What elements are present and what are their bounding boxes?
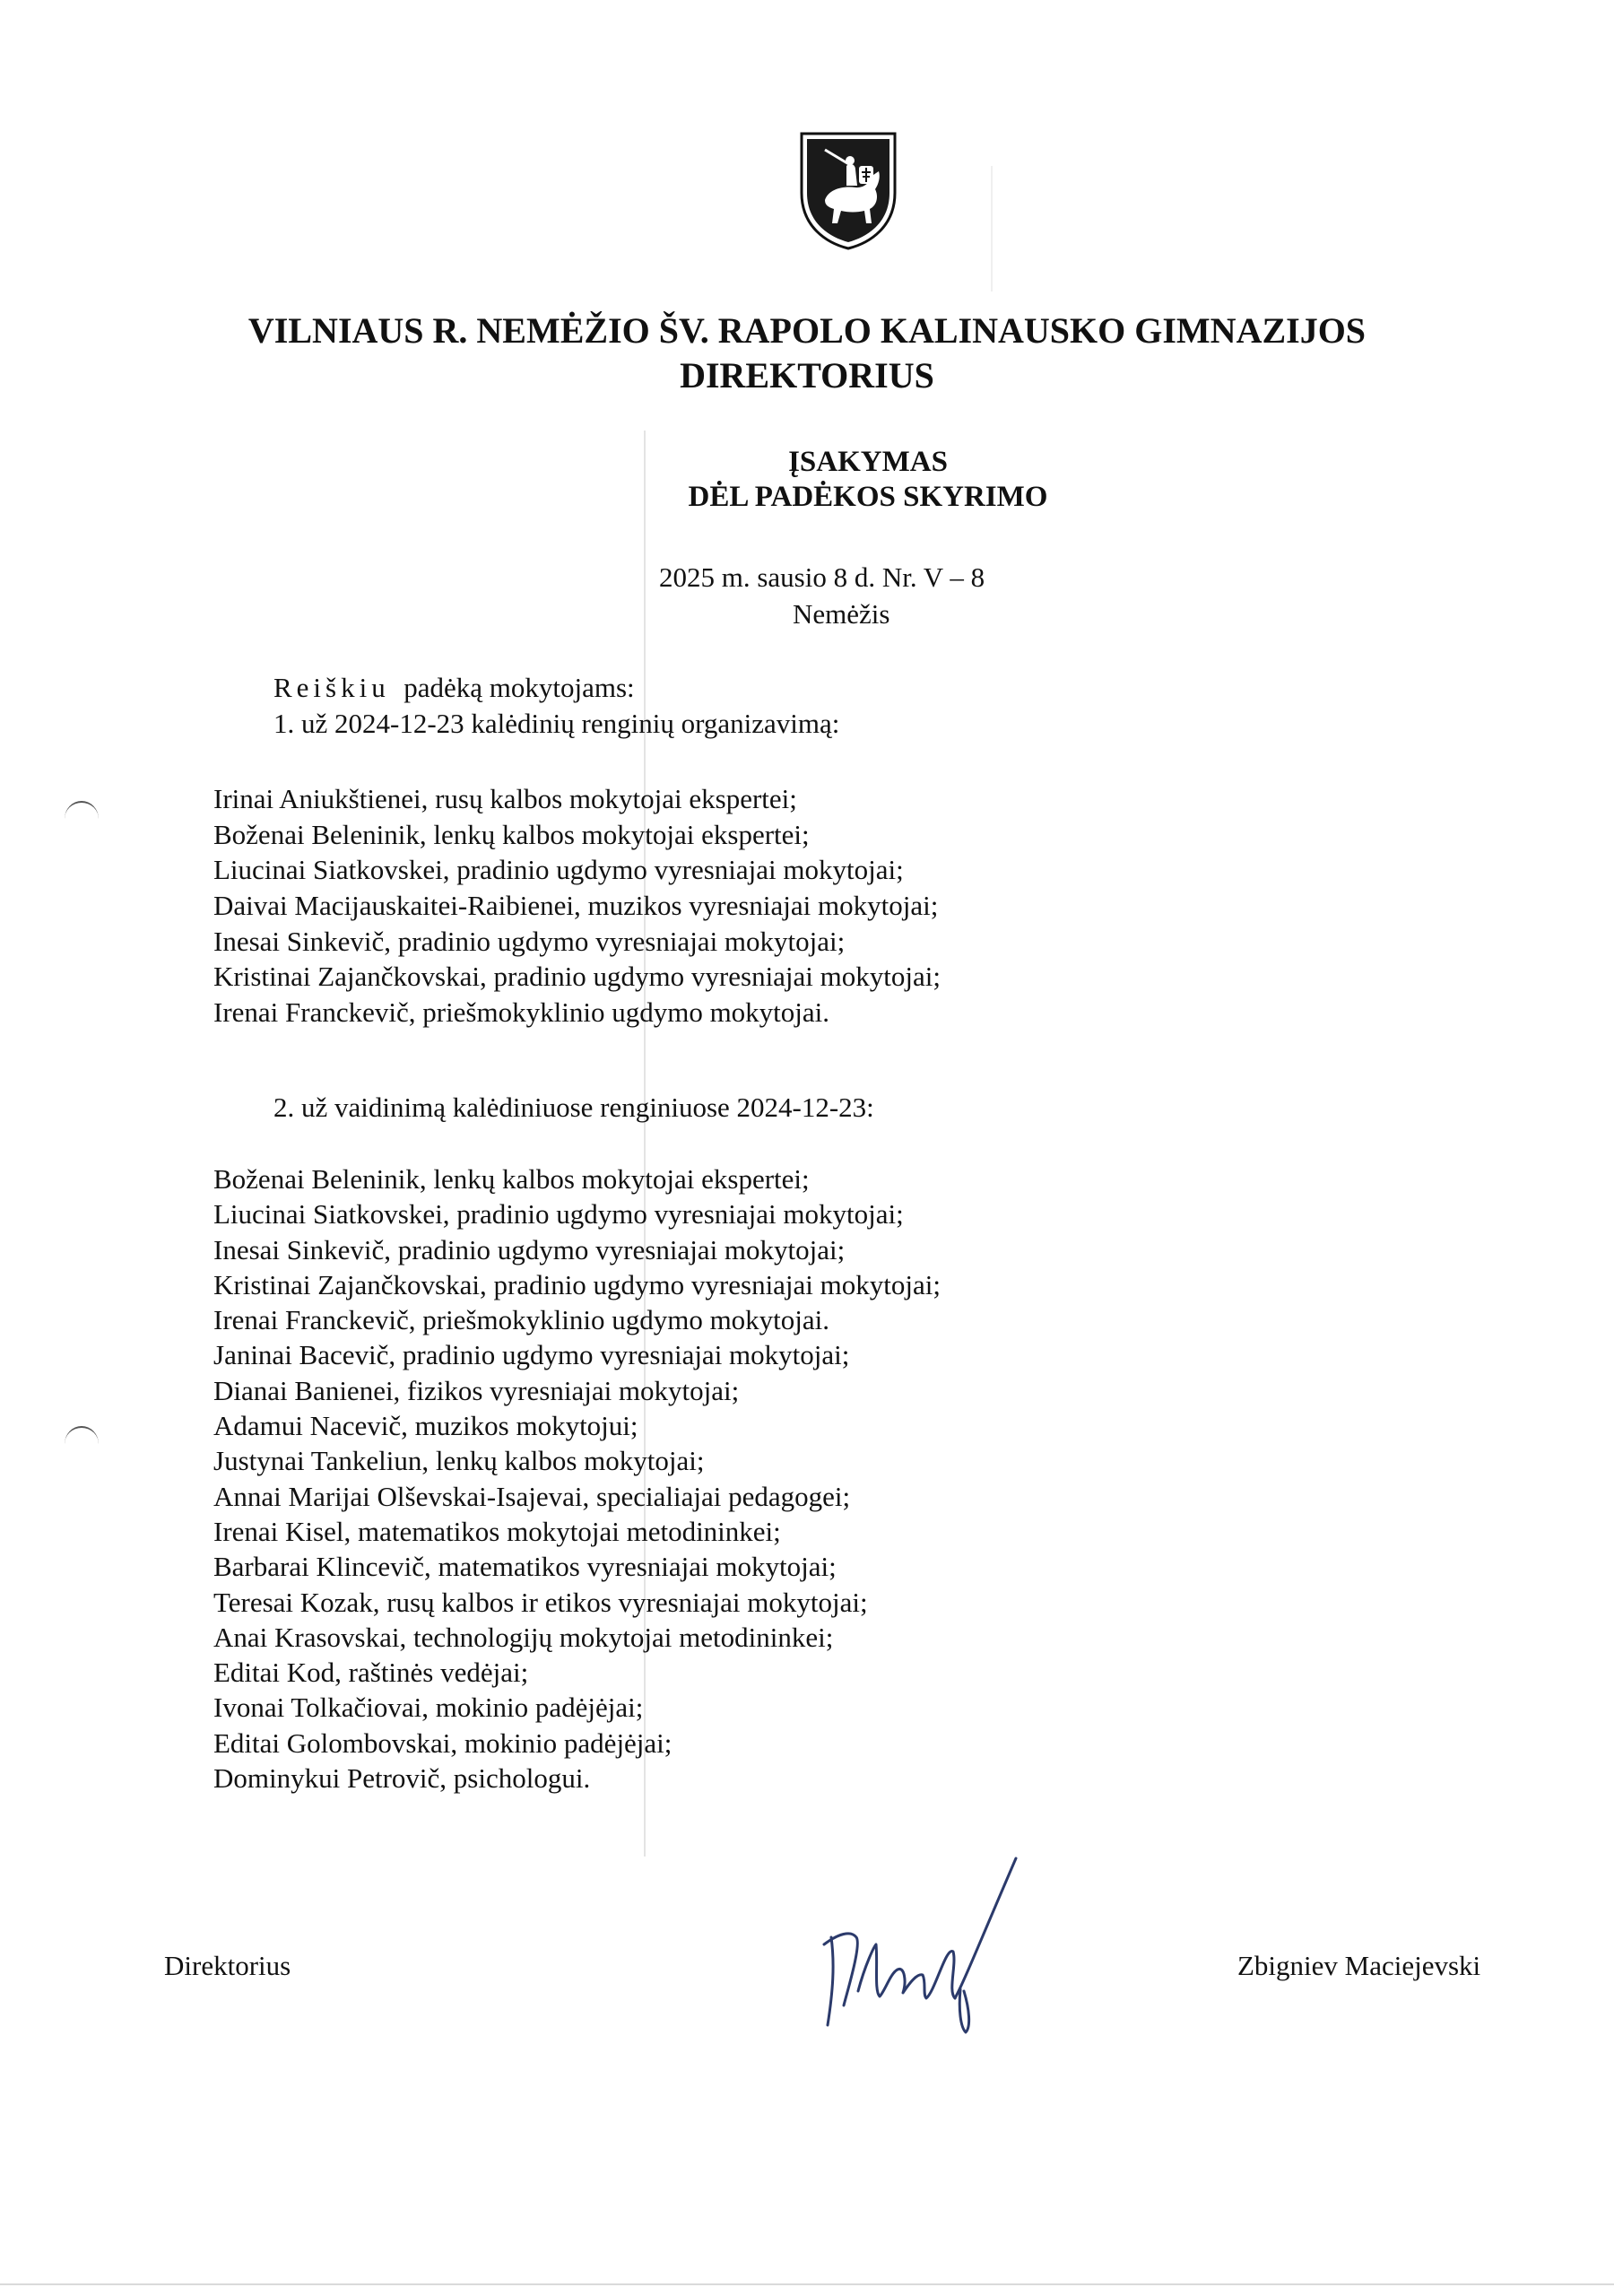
list-item: Kristinai Zajančkovskai, pradinio ugdymo vyresniajai mokytojai; [213, 1268, 941, 1300]
list-item: Annai Marijai Olševskai-Isajevai, specialiajai pedagogei; [213, 1480, 851, 1512]
list-item: Ivonai Tolkačiovai, mokinio padėjėjai; [213, 1692, 644, 1724]
intro-line [273, 674, 635, 701]
list-item: Inesai Sinkevič, pradinio ugdymo vyresniajai mokytojai; [213, 925, 846, 957]
document-type: ĮSAKYMAS [788, 446, 948, 478]
list-item: Justynai Tankeliun, lenkų kalbos mokytojai; [213, 1445, 705, 1477]
list-item: Daivai Macijauskaitei-Raibienei, muzikos vyresniajai mokytojai; [213, 890, 939, 922]
punch-hole-mark [65, 1426, 99, 1462]
list-item: Editai Kod, raštinės vedėjai; [213, 1657, 529, 1689]
list-item: Anai Krasovskai, technologijų mokytojai metodininkei; [213, 1621, 834, 1653]
list-item: Irenai Franckevič, priešmokyklinio ugdymo mokytojai. [213, 996, 830, 1029]
institution-name: VILNIAUS R. NEMĖŽIO ŠV. RAPOLO KALINAUSKO GIMNAZIJOS [247, 310, 1367, 351]
list-item: Liucinai Siatkovskei, pradinio ugdymo vyresniajai mokytojai; [213, 854, 904, 886]
section2-heading: 2. už vaidinimą kalėdiniuose renginiuose 2024-12-23: [273, 1091, 874, 1123]
list-item: Boženai Beleninik, lenkų kalbos mokytojai ekspertei; [213, 1163, 810, 1195]
signatory-position: Direktorius [164, 1950, 291, 1981]
list-item: Editai Golombovskai, mokinio padėjėjai; [213, 1726, 672, 1759]
section1-heading: 1. už 2024-12-23 kalėdinių renginių organizavimą: [273, 708, 840, 739]
section2-list [213, 1161, 941, 1796]
list-item: Irenai Kisel, matematikos mokytojai metodininkei; [213, 1515, 781, 1547]
list-item: Barbarai Klincevič, matematikos vyresniajai mokytojai; [213, 1551, 837, 1583]
list-item: Janinai Bacevič, pradinio ugdymo vyresniajai mokytojai; [213, 1339, 850, 1371]
institution-role: DIREKTORIUS [680, 355, 934, 396]
list-item: Inesai Sinkevič, pradinio ugdymo vyresniajai mokytojai; [213, 1233, 846, 1265]
section1-list [213, 781, 941, 1031]
scan-fold-line [991, 166, 993, 291]
list-item: Kristinai Zajančkovskai, pradinio ugdymo vyresniajai mokytojai; [213, 961, 941, 993]
list-item: Dominykui Petrovič, psichologui. [213, 1762, 591, 1795]
document-place: Nemėžis [793, 598, 890, 630]
list-item: Adamui Nacevič, muzikos mokytojui; [213, 1410, 638, 1442]
handwritten-signature-icon [811, 1848, 1049, 2040]
vytis-coat-of-arms-icon [798, 130, 898, 251]
list-item: Irinai Aniukštienei, rusų kalbos mokytojai ekspertei; [213, 783, 797, 814]
scan-edge-mark [0, 2283, 1614, 2285]
list-item: Teresai Kozak, rusų kalbos ir etikos vyresniajai mokytojai; [213, 1586, 868, 1618]
document-date-number: 2025 m. sausio 8 d. Nr. V – 8 [659, 561, 985, 593]
list-item: Dianai Banienei, fizikos vyresniajai mokytojai; [213, 1374, 740, 1406]
list-item: Irenai Franckevič, priešmokyklinio ugdymo mokytojai. [213, 1304, 830, 1336]
list-item: Boženai Beleninik, lenkų kalbos mokytojai ekspertei; [213, 818, 810, 850]
list-item: Liucinai Siatkovskei, pradinio ugdymo vyresniajai mokytojai; [213, 1198, 904, 1231]
document-subject: DĖL PADĖKOS SKYRIMO [688, 481, 1048, 513]
signatory-name: Zbigniev Maciejevski [1237, 1950, 1481, 1981]
punch-hole-mark [65, 801, 99, 837]
intro-lead-rest: padėką mokytojams: [404, 672, 635, 703]
intro-lead-spaced: Reiškiu [273, 672, 390, 703]
